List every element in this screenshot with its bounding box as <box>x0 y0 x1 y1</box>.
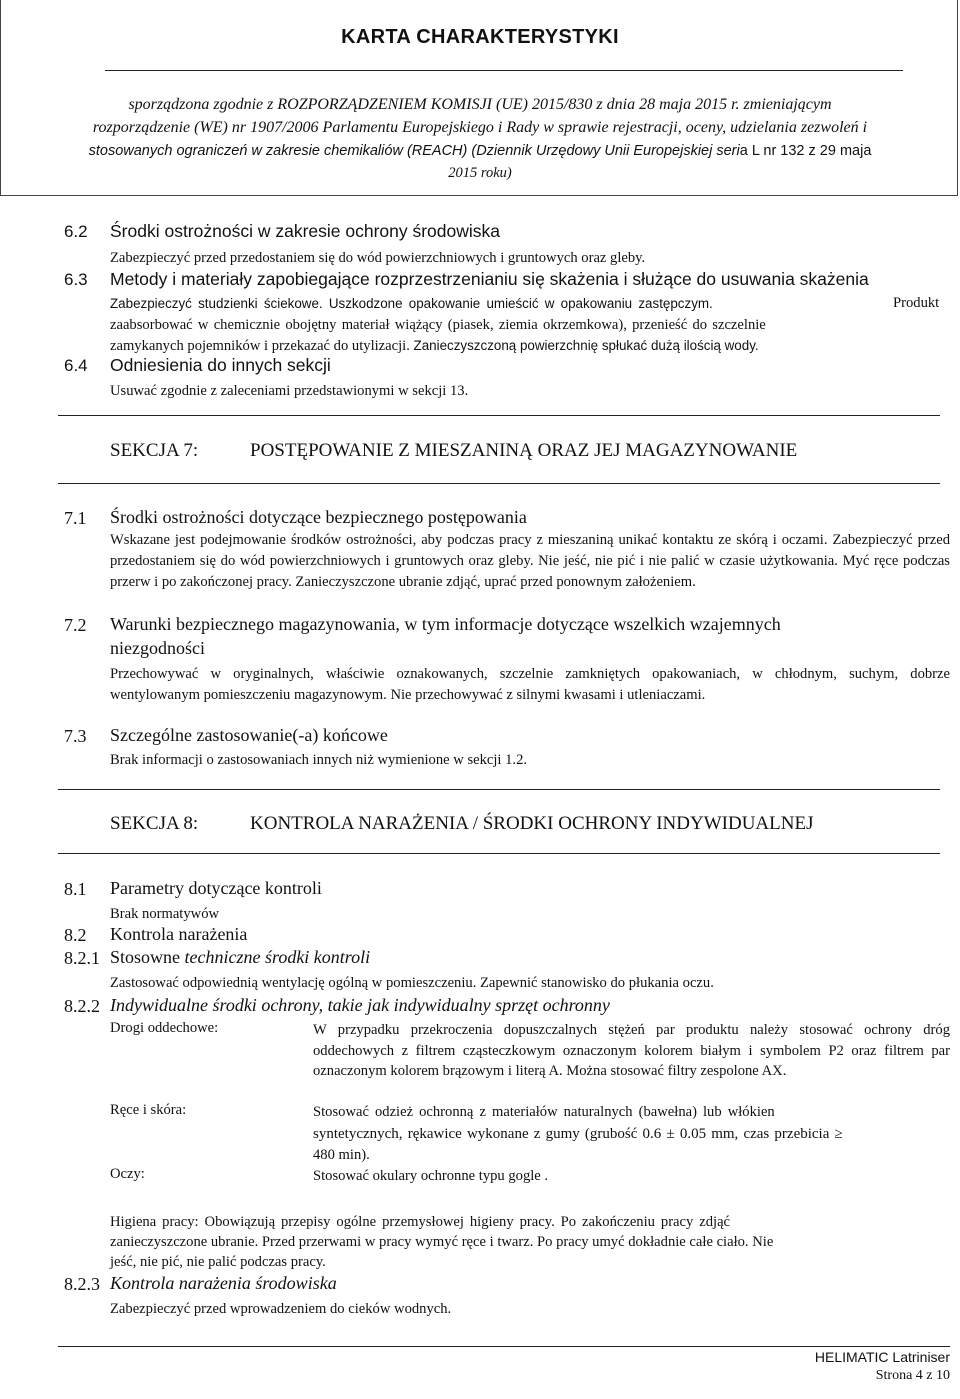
section-divider <box>58 789 940 790</box>
section-text: Zabezpieczyć przed wprowadzeniem do cieków wodnych. <box>110 1301 452 1317</box>
header-subtitle-line4: 2015 roku) <box>448 165 512 181</box>
header-subtitle-line3 <box>0 139 960 163</box>
section-heading-cont: niezgodności <box>110 638 205 658</box>
section-number: 7.1 <box>64 508 87 528</box>
section-number: 7.3 <box>64 726 87 746</box>
footer-product-name: HELIMATIC Latriniser <box>814 1349 950 1365</box>
section-heading: Kontrola narażenia środowiska <box>110 1273 337 1293</box>
document-title: KARTA CHARAKTERYSTYKI <box>341 26 619 48</box>
header-subtitle-line2: rozporządzenie (WE) nr 1907/2006 Parlamentu Europejskiego i Rady w sprawie rejestracji, oceny, udzielania zezwoleń i <box>92 119 868 136</box>
ppe-text-eyes: Stosować okulary ochronne typu gogle . <box>313 1168 549 1184</box>
ppe-text-hands-line3: 480 min). <box>313 1147 370 1163</box>
section-heading: Środki ostrożności w zakresie ochrony środowiska <box>110 221 501 241</box>
hygiene-text-line3: jeść, nie pić, nie palić podczas pracy. <box>110 1254 326 1270</box>
section-heading: Środki ostrożności dotyczące bezpiecznego postępowania <box>110 507 527 527</box>
section-text: Brak normatywów <box>110 906 220 922</box>
section-text: Zabezpieczyć przed przedostaniem się do wód powierzchniowych i gruntowych oraz gleby. <box>110 250 646 266</box>
section-8-title: KONTROLA NARAŻENIA / ŚRODKI OCHRONY INDYWIDUALNEJ <box>250 813 814 834</box>
section-number: 8.2.1 <box>64 948 100 968</box>
section-number: 7.2 <box>64 615 87 635</box>
hygiene-text-line2: zanieczyszczone ubranie. Przed przerwami w pracy wymyć ręce i twarz. Po pracy umyć dokładnie całe ciało. Nie <box>110 1234 774 1250</box>
section-divider <box>58 853 940 854</box>
section-text <box>110 336 950 356</box>
section-text <box>110 296 950 311</box>
section-heading: Indywidualne środki ochrony, takie jak indywidualny sprzęt ochronny <box>110 995 610 1015</box>
section-text-part: zamykanych pojemników i przekazać do utylizacji. <box>110 338 410 354</box>
section-number: 6.3 <box>64 270 88 289</box>
ppe-label-hands-skin: Ręce i skóra: <box>110 1102 187 1118</box>
header-subtitle-line1: sporządzona zgodnie z ROZPORZĄDZENIEM KOMISJI (UE) 2015/830 z dnia 28 maja 2015 r. zmieniającym <box>128 96 832 113</box>
section-text: Wskazane jest podejmowanie środków ostrożności, aby podczas pracy z mieszaniną unikać kontaktu ze skórą i oczami. Zabezpieczyć przed przedostaniem się do wód powierzchniowych i gruntowych oraz gleby. Nie jeść, nie pić i nie palić w czasie użytkowania. Myć ręce podczas przerw i po zakończonej pracy. Zanieczyszczone ubranie zdjąć, uprać przed ponownym założeniem. <box>110 532 950 590</box>
section-7-label: SEKCJA 7: <box>110 440 199 461</box>
hygiene-text-line1: Higiena pracy: Obowiązują przepisy ogólne przemysłowej higieny pracy. Po zakończeniu pracy zdjąć <box>110 1214 731 1230</box>
section-8-label: SEKCJA 8: <box>110 813 199 834</box>
section-text: Zastosować odpowiednią wentylację ogólną w pomieszczeniu. Zapewnić stanowisko do płukania oczu. <box>110 975 714 991</box>
section-text: Brak informacji o zastosowaniach innych niż wymienione w sekcji 1.2. <box>110 752 528 768</box>
section-heading: Odniesienia do innych sekcji <box>110 355 331 375</box>
ppe-label-respiratory: Drogi oddechowe: <box>110 1020 219 1036</box>
ppe-label-eyes: Oczy: <box>110 1166 145 1182</box>
section-number: 8.2.3 <box>64 1274 100 1294</box>
section-number: 8.2.2 <box>64 996 100 1016</box>
title-underline <box>105 70 903 71</box>
footer-divider <box>58 1346 950 1347</box>
section-divider <box>58 483 940 484</box>
section-text: zaabsorbować w chemicznie obojętny materiał wiążący (piasek, ziemia okrzemkowa), przenieść do szczelnie <box>110 317 766 333</box>
header-subtitle-line3a: stosowanych ograniczeń w zakresie chemikaliów (REACH) (Dziennik Urzędowy Unii Europejskiej seri <box>88 143 740 159</box>
footer-page-number: Strona 4 z 10 <box>875 1368 950 1383</box>
section-heading: Kontrola narażenia <box>110 924 248 944</box>
section-text-part: Zabezpieczyć studzienki ściekowe. Uszkodzone opakowanie umieścić w opakowaniu zastępczym. <box>110 296 713 311</box>
section-number: 8.2 <box>64 925 87 945</box>
section-heading: Parametry dotyczące kontroli <box>110 878 322 898</box>
header-subtitle-line3b: a L nr 132 z 29 maja <box>739 143 872 159</box>
ppe-text-hands-line2: syntetycznych, rękawice wykonane z gumy (grubość 0.6 ± 0.05 mm, czas przebicia ≥ <box>313 1126 843 1142</box>
section-number: 8.1 <box>64 879 87 899</box>
section-number: 6.2 <box>64 222 88 241</box>
section-heading <box>110 947 370 968</box>
section-number: 6.4 <box>64 356 88 375</box>
section-heading-part: Stosowne <box>110 947 181 967</box>
section-text: Przechowywać w oryginalnych, właściwie oznakowanych, szczelnie zamkniętych opakowaniach, w chłodnym, suchym, dobrze wentylowanym pomieszczeniu magazynowym. Nie przechowywać z silnymi kwasami i utleniaczami. <box>110 666 950 703</box>
section-heading-part: techniczne środki kontroli <box>184 947 371 967</box>
ppe-text-respiratory: W przypadku przekroczenia dopuszczalnych stężeń par produktu należy stosować ochrony dróg oddechowych z filtrem cząsteczkowym oznaczonym kolorem białym i symbolem P2 oraz filtrem par oznaczonym kolorem brązowym i literą A. Można stosować filtry zespolone AX. <box>313 1022 950 1079</box>
section-divider <box>58 415 940 416</box>
section-heading: Metody i materiały zapobiegające rozprzestrzenianiu się skażenia i służące do usuwania skażenia <box>110 269 869 289</box>
section-text-part: Zanieczyszczoną powierzchnię spłukać dużą ilością wody. <box>413 338 759 353</box>
section-heading: Szczególne zastosowanie(-a) końcowe <box>110 725 388 745</box>
section-text: Usuwać zgodnie z zaleceniami przedstawionymi w sekcji 13. <box>110 383 469 399</box>
section-7-title: POSTĘPOWANIE Z MIESZANINĄ ORAZ JEJ MAGAZYNOWANIE <box>250 440 798 461</box>
ppe-text-hands-line1: Stosować odzież ochronną z materiałów naturalnych (bawełna) lub włókien <box>313 1104 775 1120</box>
section-heading: Warunki bezpiecznego magazynowania, w tym informacje dotyczące wszelkich wzajemnych <box>110 614 781 634</box>
section-text-part: Produkt <box>893 295 940 311</box>
